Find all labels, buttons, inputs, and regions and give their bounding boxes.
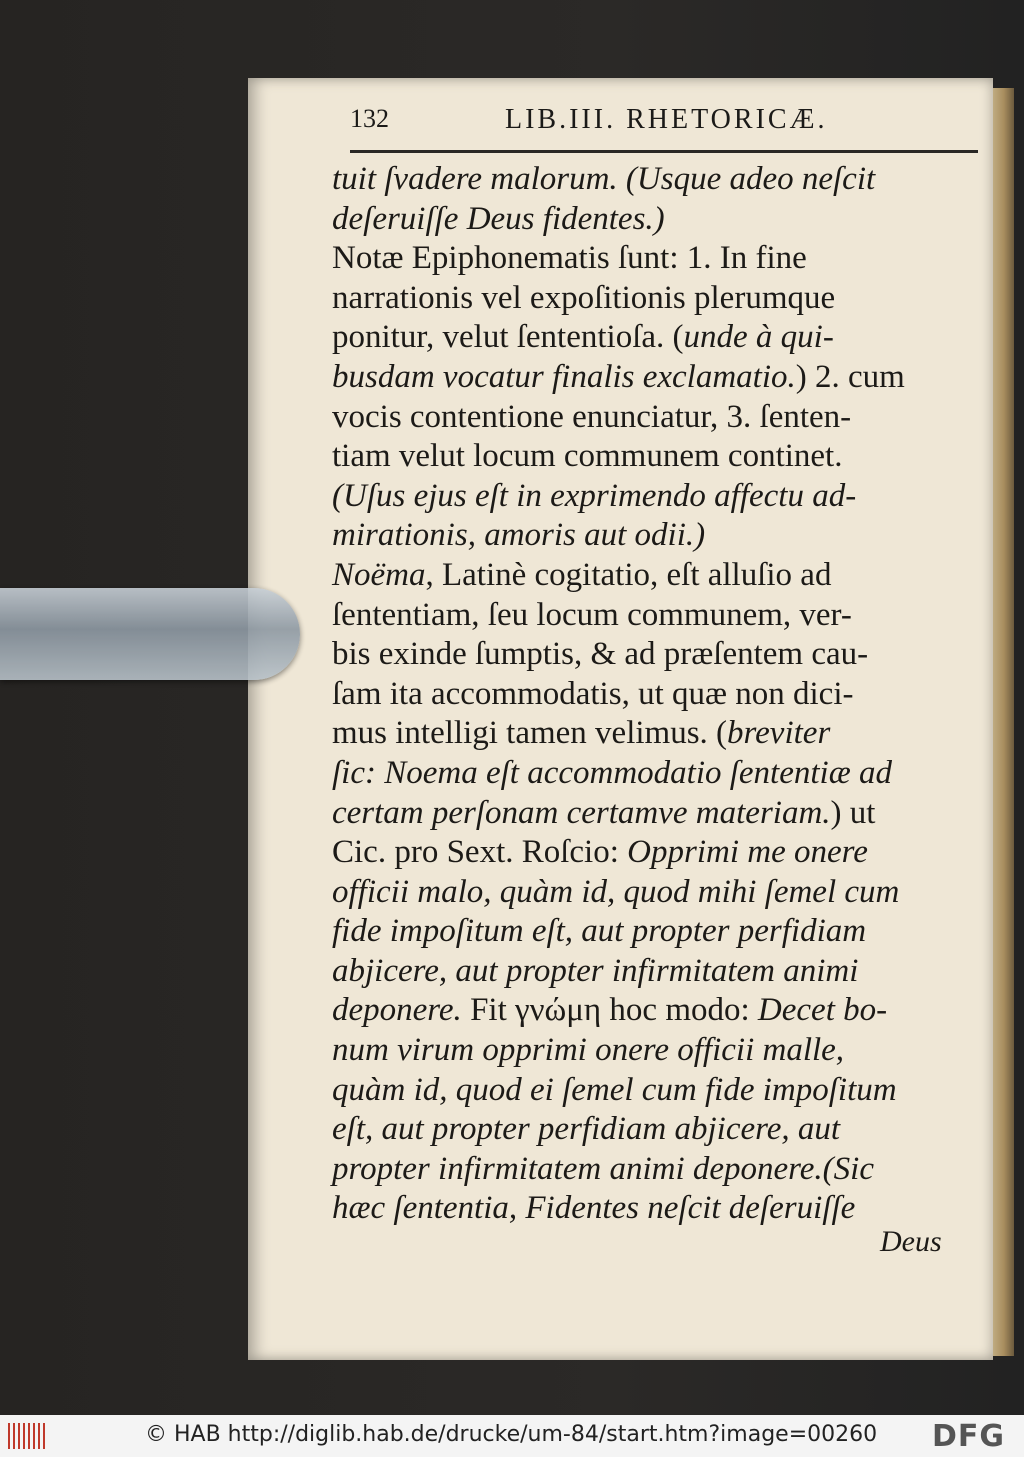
text-segment: ſam ita accommodatis, ut quæ non dici- [332,675,854,712]
text-segment: ſic: Noema eſt accommodatio ſententiæ ad [332,754,892,791]
text-line [332,160,972,200]
text-segment: ) ut [830,794,876,831]
text-line [332,1071,972,1111]
text-segment: tiam velut locum communem continet. [332,438,843,475]
text-segment: , Latinè cogitatio, eſt alluſio ad [425,556,832,593]
text-line [332,398,972,438]
text-segment: vocis contentione enunciatur, 3. ſenten- [332,398,852,435]
text-segment: (Uſus ejus eſt in exprimendo affectu ad- [332,477,857,514]
text-segment: ponitur, velut ſententioſa. ( [332,319,684,356]
text-line [332,1110,972,1150]
text-line [332,318,972,358]
text-segment: tuit ſvadere malorum. (Usque adeo neſcit [332,161,876,197]
text-line [332,714,972,754]
running-head [350,104,970,144]
text-line [332,437,972,477]
text-line [332,200,972,240]
text-line [332,358,972,398]
catchword: Deus [880,1225,942,1258]
text-segment: deſeruiſſe Deus fidentes.) [332,200,665,237]
text-segment: Noëma [332,556,426,593]
text-line [332,754,972,794]
text-segment: Decet bo- [757,992,888,1029]
text-segment: busdam vocatur finalis exclamatio. [332,358,796,395]
text-segment: Fit γνώμη hoc modo: [461,992,758,1029]
text-segment: ) 2. cum [795,358,905,395]
text-segment: propter infirmitatem animi deponere.(Sic [332,1150,874,1187]
text-segment: Notæ Epiphonematis ſunt: 1. In fine [332,240,807,277]
footer-bar [0,1415,1024,1457]
text-line [332,239,972,279]
text-segment: breviter [727,715,831,752]
text-line [332,556,972,596]
dfg-logo: DFG [932,1419,1006,1454]
text-segment: officii malo, quàm id, quod mihi ſemel cum [332,873,900,910]
head-rule [350,150,978,153]
text-segment: ſententiam, ſeu locum communem, ver- [332,596,852,633]
text-line [332,991,972,1031]
text-line [332,952,972,992]
text-segment: num virum opprimi onere officii malle, [332,1032,845,1069]
text-line [332,873,972,913]
text-segment: hæc ſententia, Fidentes neſcit deſeruiſſe [332,1190,856,1227]
text-segment: Cic. pro Sext. Roſcio: [332,834,628,871]
text-line [332,912,972,952]
text-line [332,675,972,715]
text-line [332,279,972,319]
text-line [332,635,972,675]
text-segment: mus intelligi tamen velimus. ( [332,715,728,752]
text-line [332,833,972,873]
text-line [332,596,972,636]
text-segment: certam perſonam certamve materiam. [332,794,831,831]
page-clip [0,588,300,680]
text-segment: unde à qui- [683,319,834,356]
text-line [332,477,972,517]
text-segment: narrationis vel expoſitionis plerumque [332,279,836,316]
text-line [332,794,972,834]
footer-source: © HAB http://diglib.hab.de/drucke/um-84/start.htm?image=00260 [145,1422,878,1447]
text-segment: abjicere, aut propter infirmitatem animi [332,952,859,989]
text-line [332,1031,972,1071]
text-segment: quàm id, quod ei ſemel cum fide impoſitum [332,1071,897,1108]
barcode-icon [8,1423,48,1449]
text-line [332,1150,972,1190]
page-number: 132 [350,104,389,133]
page-text [332,160,972,1229]
text-line [332,516,972,556]
text-segment: mirationis, amoris aut odii.) [332,517,706,554]
text-segment: Opprimi me onere [627,834,868,871]
running-title: LIB.III. RHETORICÆ. [505,104,828,135]
text-segment: fide impoſitum eſt, aut propter perfidiam [332,913,867,950]
text-segment: deponere. [332,992,462,1029]
text-segment: bis exinde ſumptis, & ad præſentem cau- [332,636,869,673]
text-line [332,1189,972,1229]
text-segment: eſt, aut propter perfidiam abjicere, aut [332,1111,841,1148]
